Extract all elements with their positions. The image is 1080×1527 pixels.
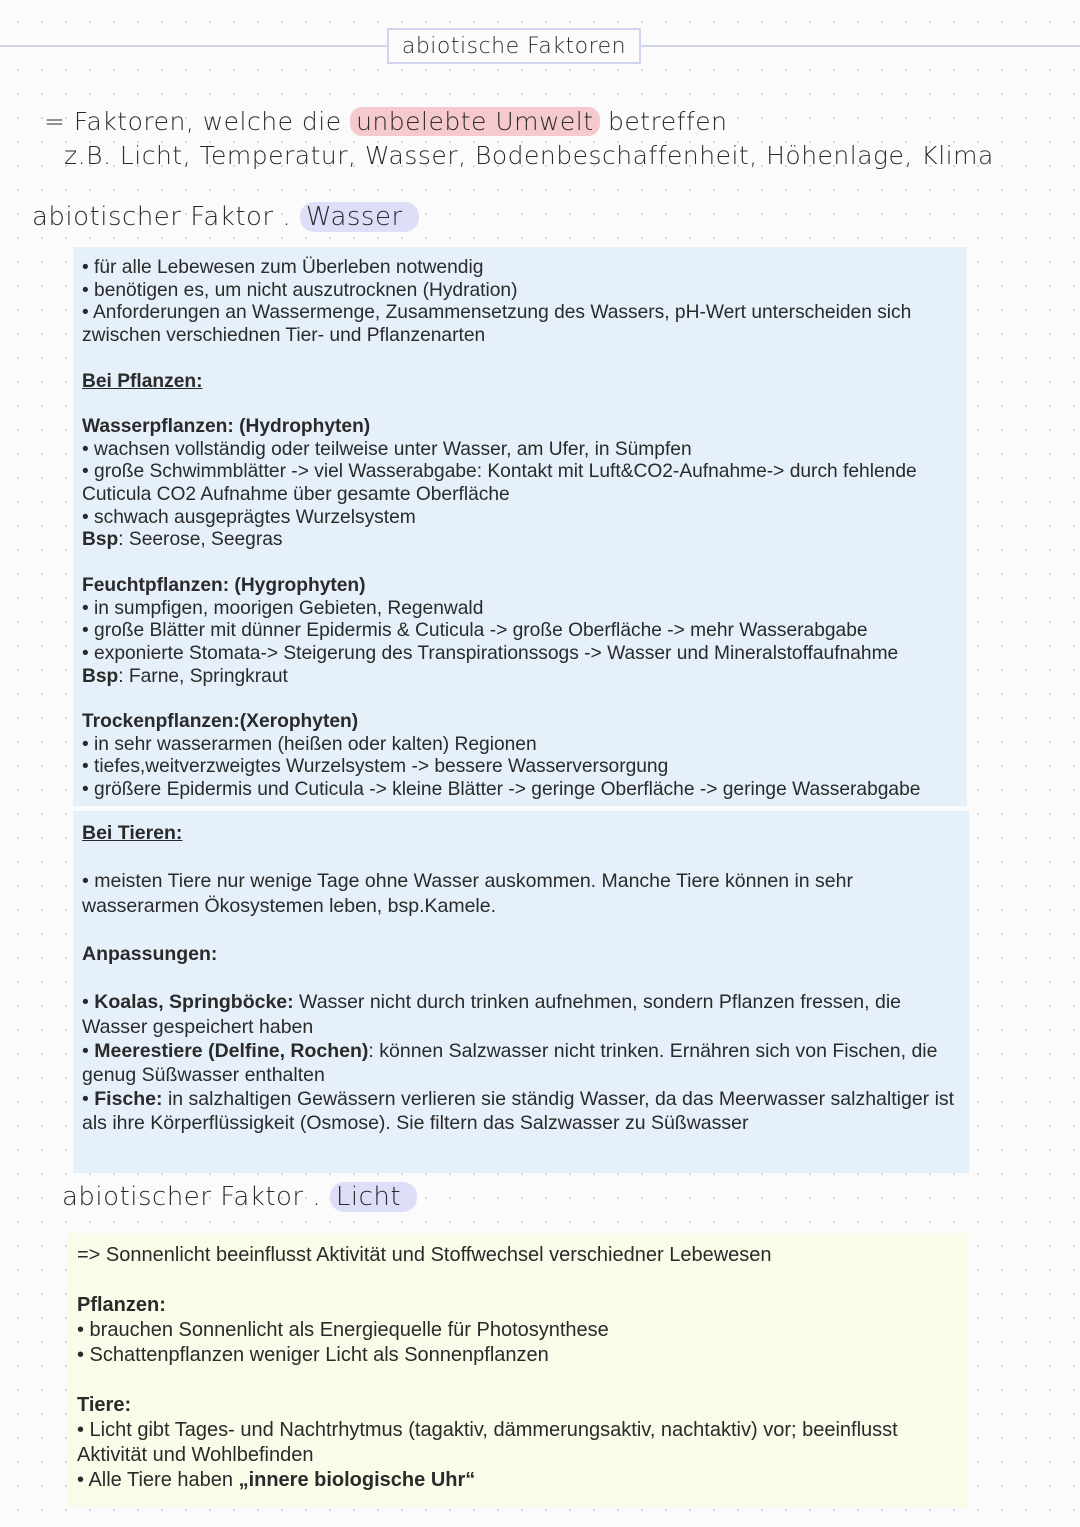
adaptation-koalas: • Koalas, Springböcke: Wasser nicht durch trinken aufnehmen, sondern Pflanzen fressen, die Wasser gespeichert haben <box>82 991 901 1038</box>
adaptations-heading: Anpassungen: <box>82 942 218 965</box>
light-clock-item: • Alle Tiere haben „innere biologische Uhr“ <box>77 1469 476 1491</box>
hydro-title: Wasserpflanzen: (Hydrophyten) <box>82 415 371 437</box>
adaptation-meerestiere: • Meerestiere (Delfine, Rochen): können Salzwasser nicht trinken. Ernähren sich von Fischen, die genug Süßwasser enthalten <box>82 1039 938 1086</box>
xero-title: Trockenpflanzen:(Xerophyten) <box>82 711 359 732</box>
light-plants-heading: Pflanzen: <box>77 1294 166 1316</box>
hydro-item: • große Schwimmblätter -> viel Wasserabgabe: Kontakt mit Luft&CO2-Aufnahme-> durch fehlende Cuticula CO2 Aufnahme über gesamte Oberfläche <box>82 461 917 505</box>
xero-item: • in sehr wasserarmen (heißen oder kalten) Regionen <box>82 733 537 755</box>
light-plant-item: • Schattenpflanzen weniger Licht als Sonnenpflanzen <box>77 1344 549 1366</box>
light-animals-heading: Tiere: <box>77 1394 132 1416</box>
water-plants-box <box>73 247 967 806</box>
hydro-item: • schwach ausgeprägtes Wurzelsystem <box>82 506 416 528</box>
water-intro-2: • benötigen es, um nicht auszutrocknen (Hydration) <box>82 279 518 301</box>
highlight-unbelebte-umwelt: unbelebte Umwelt <box>350 107 600 136</box>
animals-intro: • meisten Tiere nur wenige Tage ohne Wasser auskommen. Manche Tiere können in sehr wasserarmen Ökosystemen leben, bsp.Kamele. <box>82 870 853 917</box>
heading-licht: abiotischer Faktor . Licht <box>62 1182 417 1212</box>
animals-heading: Bei Tieren: <box>82 822 183 844</box>
xero-item: • größere Epidermis und Cuticula -> kleine Blätter -> geringe Oberfläche -> geringe Wasserabgabe <box>82 779 921 801</box>
page-title: abiotische Faktoren <box>387 28 641 64</box>
hydro-item: • wachsen vollständig oder teilweise unter Wasser, am Ufer, in Sümpfen <box>82 438 692 460</box>
plants-heading: Bei Pflanzen: <box>82 370 203 392</box>
examples-line: z.B. Licht, Temperatur, Wasser, Bodenbeschaffenheit, Höhenlage, Klima <box>64 141 994 170</box>
hydro-example: Bsp: Seerose, Seegras <box>82 529 283 551</box>
hygro-item: • exponierte Stomata-> Steigerung des Transpirationssogs -> Wasser und Mineralstoffaufnahme <box>82 642 899 664</box>
water-intro-1: • für alle Lebewesen zum Überleben notwendig <box>82 257 484 278</box>
hygro-item: • in sumpfigen, moorigen Gebieten, Regenwald <box>82 597 484 619</box>
hygro-example: Bsp: Farne, Springkraut <box>82 665 288 687</box>
light-plant-item: • brauchen Sonnenlicht als Energiequelle für Photosynthese <box>77 1319 609 1341</box>
light-intro: => Sonnenlicht beeinflusst Aktivität und Stoffwechsel verschiedner Lebewesen <box>77 1244 772 1266</box>
heading-wasser: abiotischer Faktor . Wasser <box>32 202 419 232</box>
adaptation-fische: • Fische: in salzhaltigen Gewässern verlieren sie ständig Wasser, da das Meerwasser salzhaltiger ist als ihre Körperflüssigkeit (Osmose). Sie filtern das Salzwasser zu Süßwasser <box>82 1088 955 1135</box>
hygro-item: • große Blätter mit dünner Epidermis & Cuticula -> große Oberfläche -> mehr Wasserabgabe <box>82 620 868 642</box>
light-animal-item: • Licht gibt Tages- und Nachtrhytmus (tagaktiv, dämmerungsaktiv, nachtaktiv) vor; beeinflusst Aktivität und Wohlbefinden <box>77 1419 898 1466</box>
light-box <box>68 1233 968 1507</box>
water-animals-box <box>73 811 969 1173</box>
water-intro-3: • Anforderungen an Wassermenge, Zusammensetzung des Wassers, pH-Wert unterscheiden sich zwischen verschiednen Tier- und Pflanzenarten <box>82 302 912 347</box>
definition-line: = Faktoren, welche die unbelebte Umwelt betreffen <box>44 107 728 136</box>
xero-item: • tiefes,weitverzweigtes Wurzelsystem -> bessere Wasserversorgung <box>82 756 669 778</box>
hygro-title: Feuchtpflanzen: (Hygrophyten) <box>82 574 366 596</box>
